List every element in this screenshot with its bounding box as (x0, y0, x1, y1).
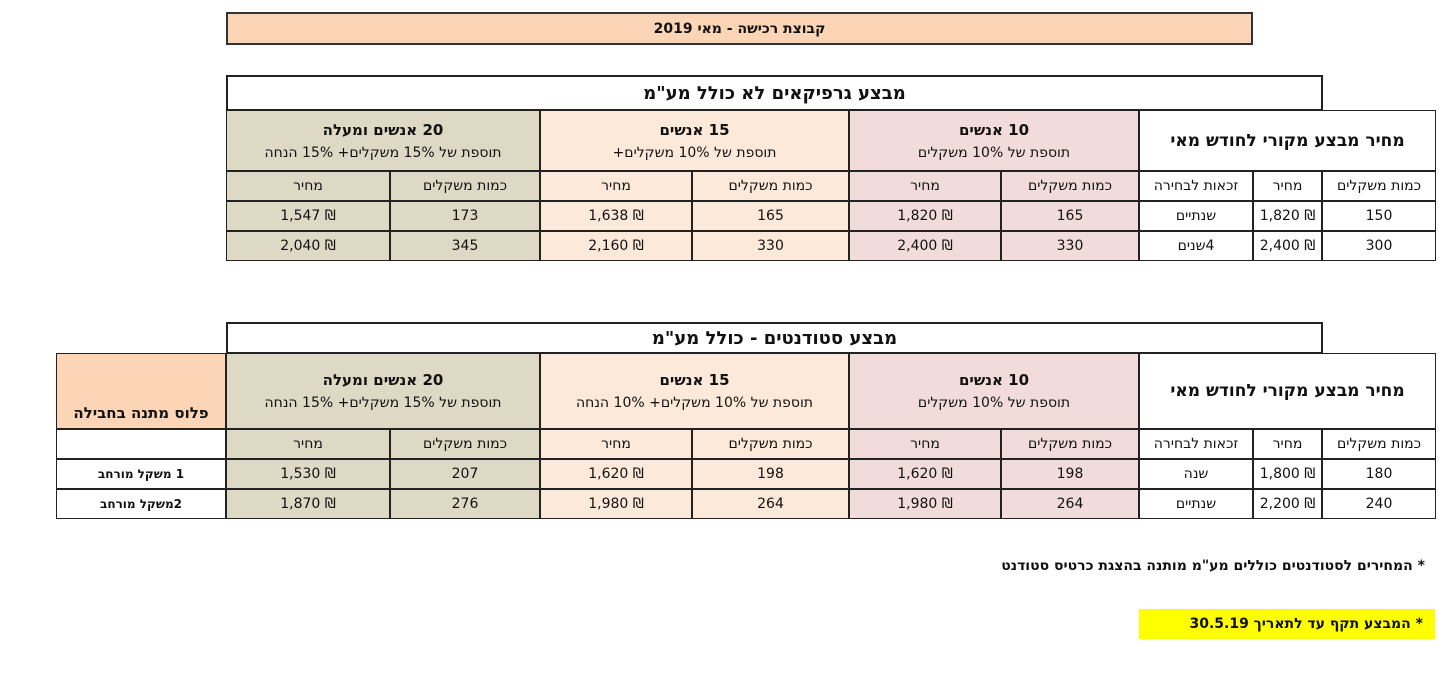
table-cell: 300 (1322, 231, 1436, 261)
table2-group-20 (226, 353, 540, 429)
table1-title: מבצע גרפיקאים לא כולל מע"מ (226, 75, 1323, 110)
group-desc: תוספת של 10% משקלים (917, 144, 1071, 161)
group-name: 20 אנשים ומעלה (322, 371, 444, 389)
t1-col-15-weights: כמות משקלים (692, 171, 849, 201)
table-cell: 264 (1001, 489, 1139, 519)
table-cell: ₪ 1,820 (849, 201, 1001, 231)
table-cell: 330 (692, 231, 849, 261)
t1-col-10-weights: כמות משקלים (1001, 171, 1139, 201)
table-cell: 264 (692, 489, 849, 519)
gift-header: פלוס מתנה בחבילה (56, 353, 226, 429)
table-cell: 4שנים (1139, 231, 1253, 261)
table-cell: שנתיים (1139, 201, 1253, 231)
table-cell: ₪ 2,400 (849, 231, 1001, 261)
t1-col-price: מחיר (1253, 171, 1322, 201)
table-cell: 207 (390, 459, 540, 489)
table-cell: ₪ 2,040 (226, 231, 390, 261)
table-cell: ₪ 1,620 (540, 459, 692, 489)
group-desc: תוספת של 15% משקלים+ 15% הנחה (264, 144, 502, 161)
group-desc: תוספת של 10% משקלים (917, 395, 1071, 411)
t2-col-weights: כמות משקלים (1322, 429, 1436, 459)
table-cell: שנתיים (1139, 489, 1253, 519)
table-cell: ₪ 1,980 (849, 489, 1001, 519)
valid-until-note: * המבצע תקף עד לתאריך 30.5.19 (1139, 609, 1435, 639)
t1-col-20-price: מחיר (226, 171, 390, 201)
students-note: * המחירים לסטודנטים כוללים מע"מ מותנה בהצגת כרטיס סטודנט (1001, 558, 1425, 574)
group-name: 10 אנשים (958, 371, 1030, 389)
table-cell: ₪ 1,530 (226, 459, 390, 489)
t2-col-15-weights: כמות משקלים (692, 429, 849, 459)
table-cell: 276 (390, 489, 540, 519)
table-cell: 198 (1001, 459, 1139, 489)
t2-col-price: מחיר (1253, 429, 1322, 459)
table2-title: מבצע סטודנטים - כולל מע"מ (226, 322, 1323, 353)
table-cell: 165 (1001, 201, 1139, 231)
table-cell: 345 (390, 231, 540, 261)
table1-group-15 (540, 110, 849, 171)
t2-col-10-weights: כמות משקלים (1001, 429, 1139, 459)
table2-group-15 (540, 353, 849, 429)
page-title: קבוצת רכישה - מאי 2019 (226, 12, 1253, 45)
group-desc: תוספת של 15% משקלים+ 15% הנחה (264, 395, 502, 411)
table-cell: ₪ 1,547 (226, 201, 390, 231)
t2-col-20-weights: כמות משקלים (390, 429, 540, 459)
t2-col-20-price: מחיר (226, 429, 390, 459)
table-cell: ₪ 2,400 (1253, 231, 1322, 261)
t2-col-eligibility: זכאות לבחירה (1139, 429, 1253, 459)
table-cell: 165 (692, 201, 849, 231)
table1-original-header: מחיר מבצע מקורי לחודש מאי (1139, 110, 1436, 171)
table-cell: ₪ 2,160 (540, 231, 692, 261)
table-cell: ₪ 1,820 (1253, 201, 1322, 231)
table-cell: ₪ 1,638 (540, 201, 692, 231)
t1-col-20-weights: כמות משקלים (390, 171, 540, 201)
table-cell: ₪ 1,870 (226, 489, 390, 519)
group-name: 15 אנשים (659, 371, 730, 389)
table-cell: שנה (1139, 459, 1253, 489)
table-cell: ₪ 1,620 (849, 459, 1001, 489)
t2-col-15-price: מחיר (540, 429, 692, 459)
group-desc: תוספת של 10% משקלים+ 10% הנחה (576, 395, 813, 411)
table-cell: 330 (1001, 231, 1139, 261)
table-cell: ₪ 2,200 (1253, 489, 1322, 519)
table2-group-10 (849, 353, 1139, 429)
group-name: 10 אנשים (958, 120, 1030, 139)
t2-col-10-price: מחיר (849, 429, 1001, 459)
group-name: 20 אנשים ומעלה (322, 120, 444, 139)
t1-col-eligibility: זכאות לבחירה (1139, 171, 1253, 201)
table-cell: 180 (1322, 459, 1436, 489)
t1-col-15-price: מחיר (540, 171, 692, 201)
table-cell: ₪ 1,800 (1253, 459, 1322, 489)
group-desc: תוספת של 10% משקלים+ (612, 144, 777, 161)
gift-cell: 2משקל מורחב (56, 489, 226, 519)
table-cell: 150 (1322, 201, 1436, 231)
table1-group-10 (849, 110, 1139, 171)
table2-original-header: מחיר מבצע מקורי לחודש מאי (1139, 353, 1436, 429)
t2-col-gift (56, 429, 226, 459)
t1-col-weights: כמות משקלים (1322, 171, 1436, 201)
table-cell: 198 (692, 459, 849, 489)
table-cell: 173 (390, 201, 540, 231)
table1-group-20 (226, 110, 540, 171)
table-cell: ₪ 1,980 (540, 489, 692, 519)
table-cell: 240 (1322, 489, 1436, 519)
gift-cell: 1 משקל מורחב (56, 459, 226, 489)
t1-col-10-price: מחיר (849, 171, 1001, 201)
group-name: 15 אנשים (659, 120, 730, 139)
